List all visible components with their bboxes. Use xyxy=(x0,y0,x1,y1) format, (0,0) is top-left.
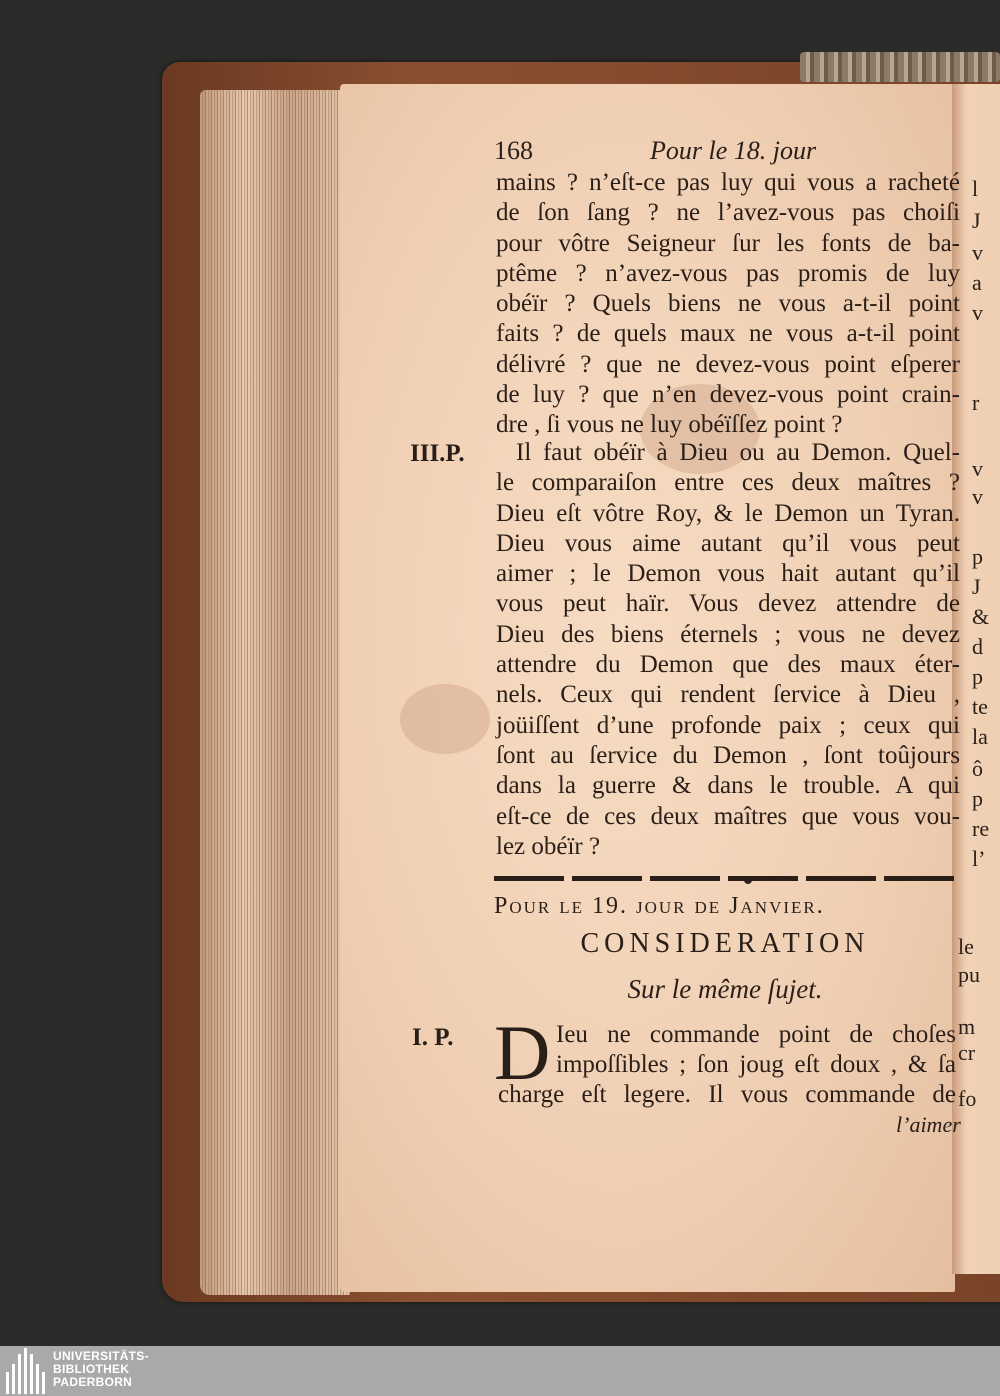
section-heading: Pour le 19. jour de Janvier. xyxy=(494,893,825,919)
text-line: impoſſibles ; ſon joug eſt doux , & ſa xyxy=(556,1051,956,1079)
text-line: ptême ? n’avez-vous pas promis de luy xyxy=(496,259,960,287)
paragraph-continuation xyxy=(496,168,960,441)
text-line: Il faut obéïr à Dieu ou au Demon. Quel- xyxy=(516,439,960,466)
facing-fragment: la xyxy=(972,724,988,749)
text-line: de ſon ſang ? ne l’avez-vous pas choiſi xyxy=(496,199,960,227)
text-line: de luy ? que n’en devez-vous point crain- xyxy=(496,381,960,409)
library-name-line: PADERBORN xyxy=(53,1375,133,1389)
facing-fragment: m xyxy=(958,1014,976,1039)
facing-fragment: v xyxy=(972,484,983,509)
facing-fragment: p xyxy=(972,786,983,811)
facing-fragment: p xyxy=(972,544,983,569)
text-line: attendre du Demon que des maux éter- xyxy=(496,651,960,679)
text-line: ſont au ſervice du Demon , ſont toûjours xyxy=(496,741,960,769)
section-title: CONSIDERATION xyxy=(580,928,870,959)
text-line: dans la guerre & dans le trouble. A qui xyxy=(496,772,960,800)
text-line: pour vôtre Seigneur ſur les fonts de ba- xyxy=(496,229,960,257)
facing-fragment: d xyxy=(972,634,983,659)
library-name xyxy=(53,1350,149,1389)
text-line: obéïr ? Quels biens ne vous a-t-il point xyxy=(496,290,960,318)
library-name-line: UNIVERSITÄTS- xyxy=(53,1349,149,1363)
text-line: aimer ; le Demon vous hait autant qu’il xyxy=(496,560,960,588)
drop-cap: D xyxy=(494,1009,551,1096)
page-edges-shade xyxy=(200,90,350,1295)
facing-fragment: J xyxy=(972,574,981,599)
facing-fragment: J xyxy=(972,208,981,233)
text-line: Dieu eſt vôtre Roy, & le Demon un Tyran. xyxy=(496,499,960,527)
paragraph-iii xyxy=(496,438,960,862)
text-line: Dieu des biens éternels ; vous ne devez xyxy=(496,620,960,648)
facing-fragment: v xyxy=(972,240,983,265)
running-head: Pour le 18. jour xyxy=(650,136,817,165)
page-number: 168 xyxy=(494,136,533,165)
paragraph-i-start xyxy=(556,1020,956,1081)
text-line: eſt-ce de ces deux maîtres que vous vou- xyxy=(496,802,960,830)
facing-fragment: l’ xyxy=(972,846,986,871)
point-marker-iii: III.P. xyxy=(410,440,465,467)
facing-fragment: r xyxy=(972,390,980,415)
text-line: nels. Ceux qui rendent ſervice à Dieu , xyxy=(496,681,960,709)
text-line: mains ? n’eſt-ce pas luy qui vous a racheté xyxy=(496,169,960,196)
facing-fragment: v xyxy=(972,300,983,325)
section-divider-dot xyxy=(744,876,752,884)
text-line: charge eſt legere. Il vous commande de xyxy=(498,1081,956,1108)
point-marker-i: I. P. xyxy=(412,1024,454,1051)
facing-fragment: l xyxy=(972,176,979,201)
text-line: lez obéïr ? xyxy=(496,832,601,860)
facing-fragment: p xyxy=(972,664,983,689)
section-divider xyxy=(494,876,954,881)
text-line: Dieu vous aime autant qu’il vous peut xyxy=(496,529,960,557)
book-spine-top xyxy=(800,52,1000,82)
facing-fragment: ô xyxy=(972,756,983,781)
catchword: l’aimer xyxy=(896,1112,961,1137)
facing-fragment: v xyxy=(972,456,983,481)
facing-fragment: fo xyxy=(958,1086,977,1111)
text-line: délivré ? que ne devez-vous point eſperer xyxy=(496,350,960,378)
text-line: joüiſſent d’une profonde paix ; ceux qui xyxy=(496,711,960,739)
facing-fragment: & xyxy=(972,604,990,629)
paper-stain xyxy=(400,684,490,754)
section-subtitle: Sur le même ſujet. xyxy=(627,974,823,1004)
facing-fragment: a xyxy=(972,270,982,295)
text-line: dre , ſi vous ne luy obéïſſez point ? xyxy=(496,411,843,439)
facing-fragment: le xyxy=(958,934,974,959)
text-line: vous peut haïr. Vous devez attendre de xyxy=(496,590,960,618)
facing-fragment: cr xyxy=(958,1040,976,1065)
library-name-line: BIBLIOTHEK xyxy=(53,1362,130,1376)
text-line: Ieu ne commande point de choſes xyxy=(556,1021,956,1048)
paragraph-i-continue xyxy=(498,1080,956,1110)
facing-fragment: te xyxy=(972,694,988,719)
text-line: faits ? de quels maux ne vous a-t-il point xyxy=(496,320,960,348)
library-logo xyxy=(2,1348,48,1394)
library-footer xyxy=(0,1346,1000,1396)
text-line: le comparaiſon entre ces deux maîtres ? xyxy=(496,469,960,497)
facing-fragment: pu xyxy=(958,962,980,987)
facing-fragment: re xyxy=(972,816,990,841)
